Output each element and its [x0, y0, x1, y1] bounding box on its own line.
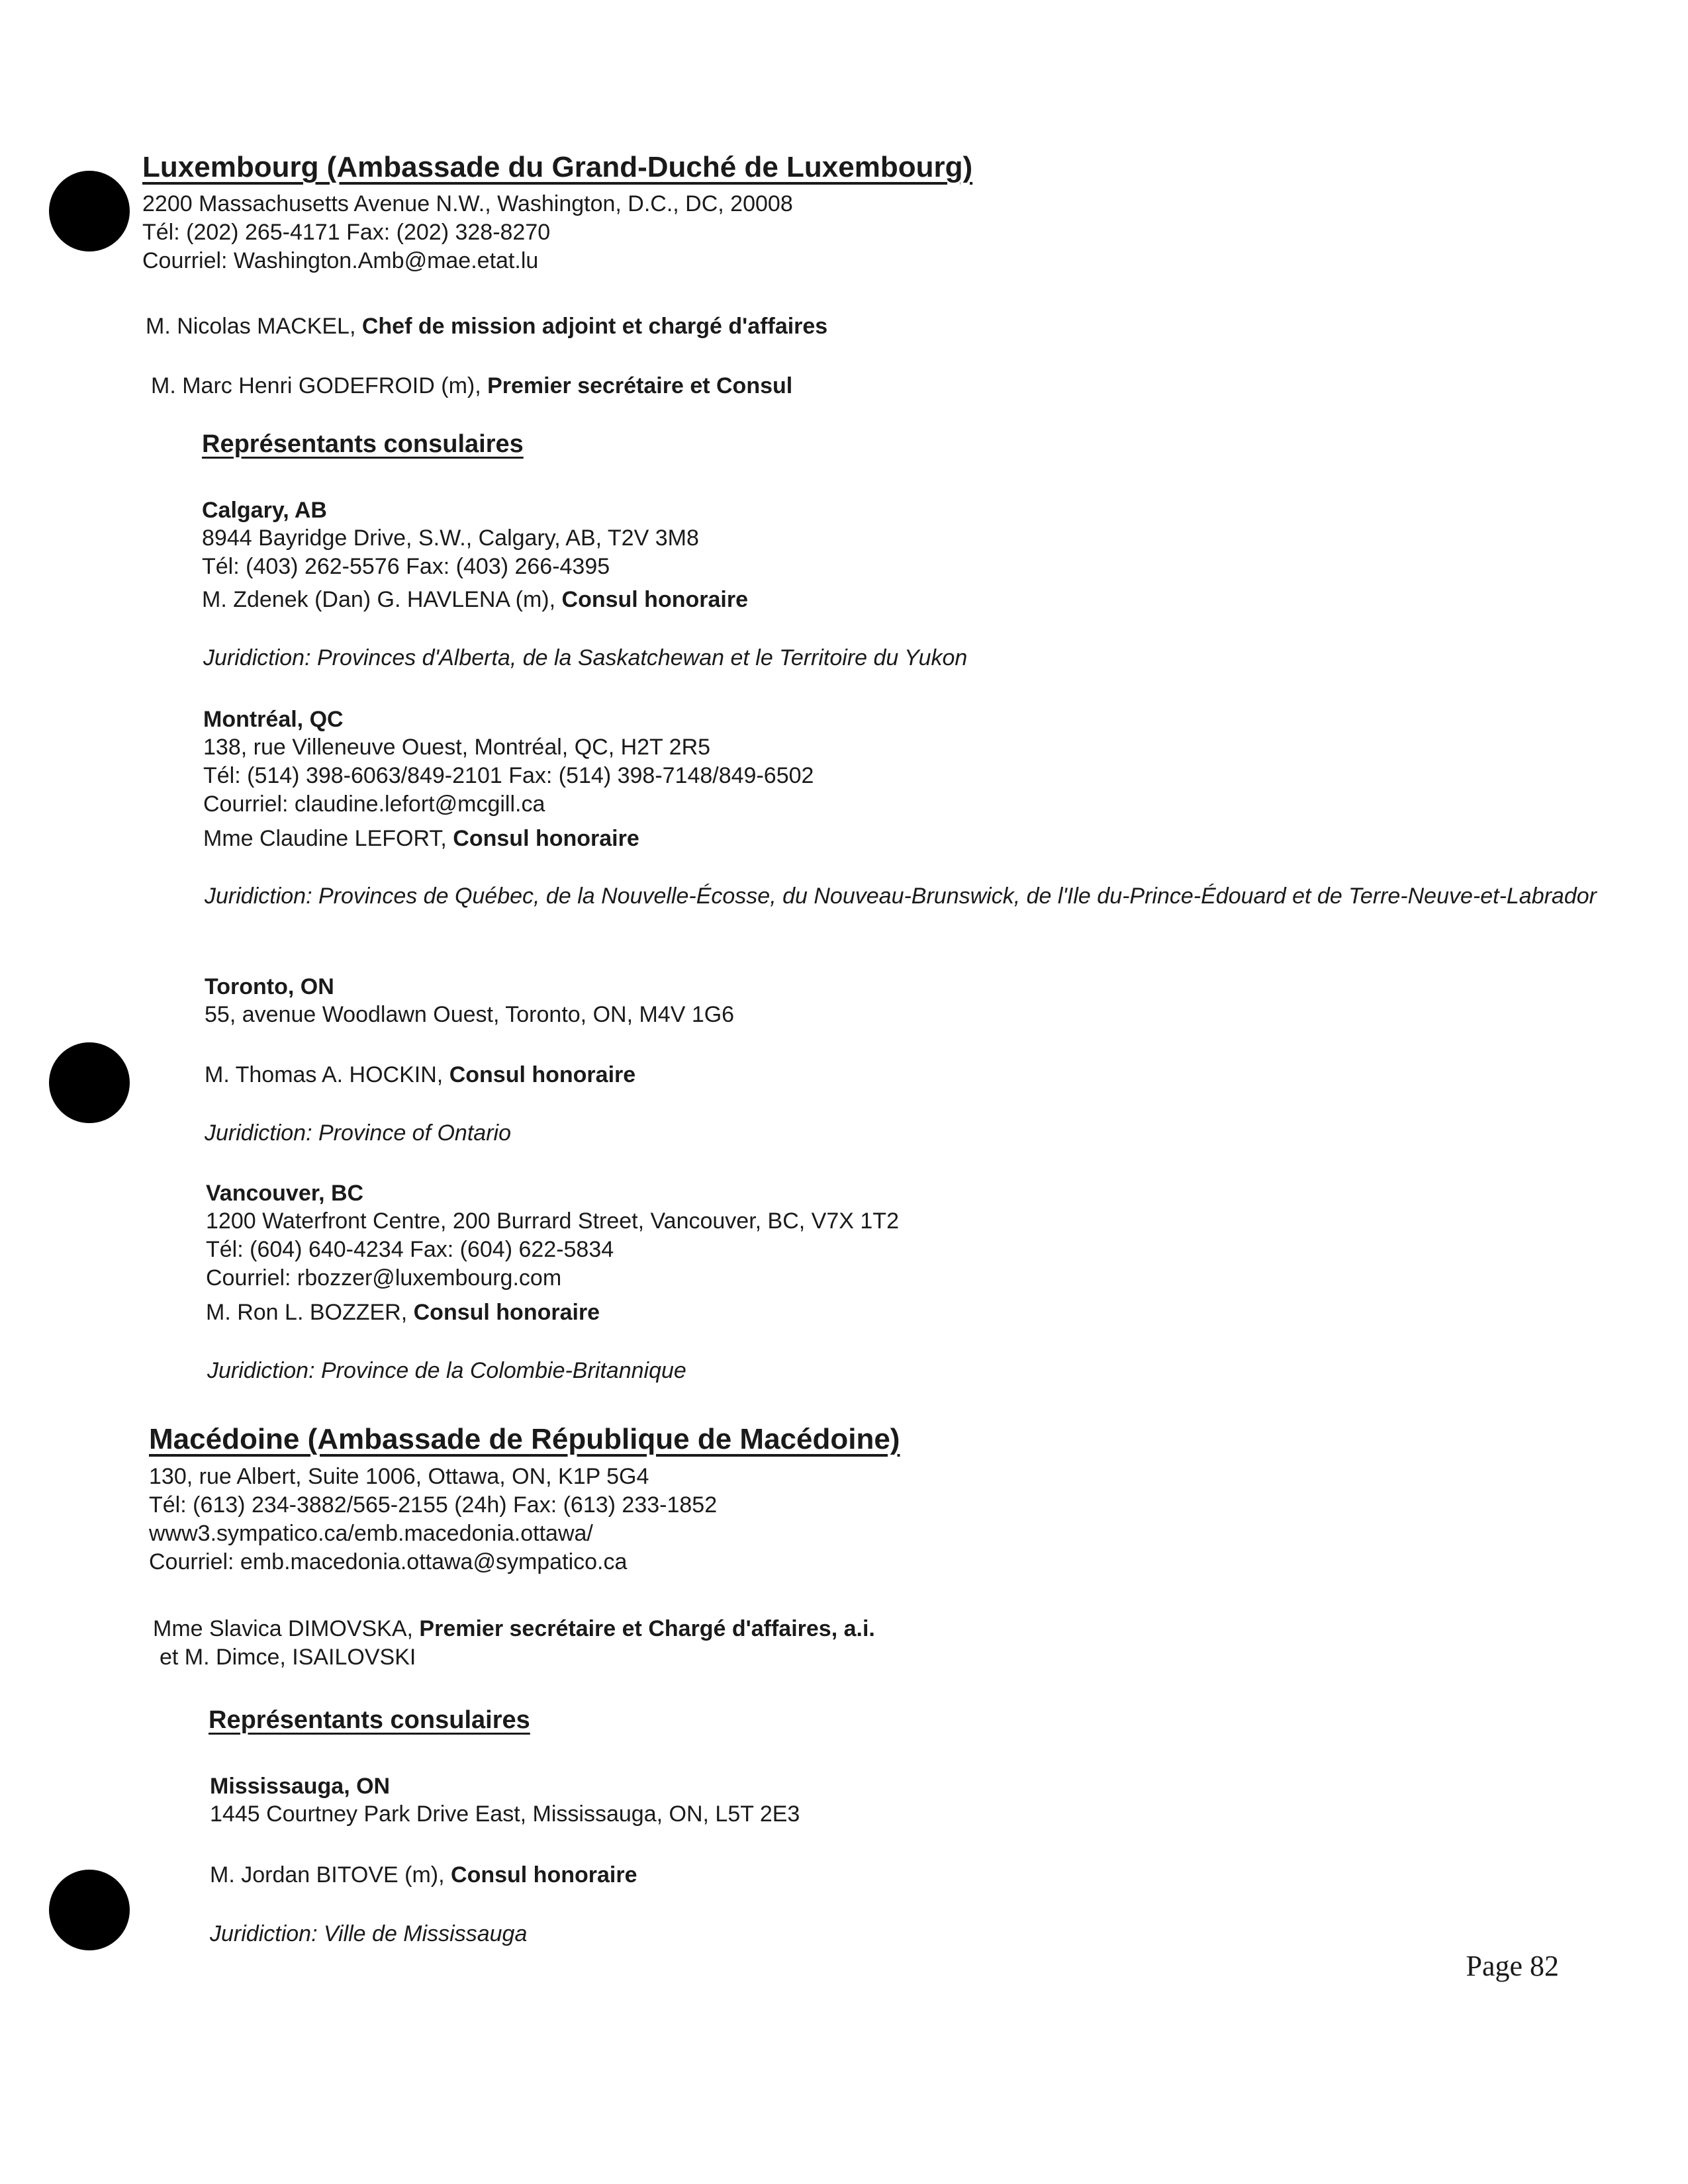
person-role: Consul honoraire	[451, 1862, 637, 1888]
consulate-city: Mississauga, ON	[210, 1774, 391, 1799]
person-role: Consul honoraire	[561, 587, 748, 612]
luxembourg-heading: Luxembourg (Ambassade du Grand-Duché de Luxembourg)	[142, 151, 973, 183]
consulate-phone: Tél: (403) 262-5576 Fax: (403) 266-4395	[202, 554, 610, 579]
consular-heading: Représentants consulaires	[202, 430, 524, 458]
staff-name: M. Marc Henri GODEFROID (m),	[151, 373, 488, 398]
consulate-address: 1200 Waterfront Centre, 200 Burrard Street, Vancouver, BC, V7X 1T2	[206, 1208, 899, 1234]
jurisdiction: Juridiction: Provinces de Québec, de la Nouvelle-Écosse, du Nouveau-Brunswick, de l'Ile du-Prince-Édouard et de Terre-Neuve-et-Labrador	[205, 884, 1597, 909]
macedonia-email: Courriel: emb.macedonia.ottawa@sympatico.ca	[149, 1549, 628, 1574]
luxembourg-address: 2200 Massachusetts Avenue N.W., Washington, D.C., DC, 20008	[142, 191, 793, 216]
person-role: Consul honoraire	[453, 826, 639, 851]
person-name: M. Ron L. BOZZER,	[206, 1300, 414, 1325]
hole-punch-top	[49, 171, 130, 251]
person-role: Consul honoraire	[449, 1062, 636, 1087]
consulate-city: Vancouver, BC	[206, 1181, 364, 1206]
consulate-city: Montréal, QC	[203, 707, 344, 732]
consulate-person	[205, 1061, 635, 1089]
macedonia-heading: Macédoine (Ambassade de République de Macédoine)	[149, 1423, 900, 1455]
consulate-city: Calgary, AB	[202, 498, 327, 523]
hole-punch-bottom	[49, 1870, 130, 1950]
consular-heading: Représentants consulaires	[209, 1706, 530, 1734]
consulate-person	[202, 586, 748, 614]
jurisdiction: Juridiction: Ville de Mississauga	[210, 1921, 528, 1946]
consulate-address: 55, avenue Woodlawn Ouest, Toronto, ON, M4V 1G6	[205, 1002, 735, 1027]
consulate-address: 1445 Courtney Park Drive East, Mississauga, ON, L5T 2E3	[210, 1801, 800, 1827]
person-role: Consul honoraire	[413, 1300, 600, 1325]
staff-name: Mme Slavica DIMOVSKA,	[153, 1616, 420, 1641]
person-name: Mme Claudine LEFORT,	[203, 826, 453, 851]
consulate-person	[203, 825, 639, 853]
page-number: Page 82	[1466, 1950, 1559, 1982]
macedonia-website: www3.sympatico.ca/emb.macedonia.ottawa/	[149, 1521, 593, 1546]
consulate-email: Courriel: rbozzer@luxembourg.com	[206, 1265, 562, 1291]
staff-title: Premier secrétaire et Chargé d'affaires, a.i.	[419, 1616, 875, 1641]
luxembourg-email: Courriel: Washington.Amb@mae.etat.lu	[142, 248, 539, 273]
staff-title: Chef de mission adjoint et chargé d'affaires	[361, 314, 828, 339]
macedonia-address: 130, rue Albert, Suite 1006, Ottawa, ON, K1P 5G4	[149, 1464, 649, 1489]
consulate-address: 138, rue Villeneuve Ouest, Montréal, QC, H2T 2R5	[203, 735, 711, 760]
consulate-address: 8944 Bayridge Drive, S.W., Calgary, AB, T2V 3M8	[202, 525, 699, 551]
person-name: M. Jordan BITOVE (m),	[210, 1862, 451, 1888]
person-name: M. Thomas A. HOCKIN,	[205, 1062, 449, 1087]
luxembourg-phone: Tél: (202) 265-4171 Fax: (202) 328-8270	[142, 220, 551, 245]
consulate-person	[206, 1298, 600, 1327]
staff-line-extra: et M. Dimce, ISAILOVSKI	[160, 1645, 416, 1670]
consulate-phone: Tél: (604) 640-4234 Fax: (604) 622-5834	[206, 1237, 614, 1262]
jurisdiction: Juridiction: Provinces d'Alberta, de la Saskatchewan et le Territoire du Yukon	[203, 645, 968, 670]
jurisdiction: Juridiction: Province of Ontario	[205, 1120, 511, 1146]
macedonia-phone: Tél: (613) 234-3882/565-2155 (24h) Fax: (613) 233-1852	[149, 1492, 718, 1518]
staff-line	[151, 372, 792, 400]
staff-name: M. Nicolas MACKEL,	[146, 314, 362, 339]
consulate-phone: Tél: (514) 398-6063/849-2101 Fax: (514) 398-7148/849-6502	[203, 763, 814, 788]
hole-punch-middle	[49, 1042, 130, 1123]
consulate-email: Courriel: claudine.lefort@mcgill.ca	[203, 792, 545, 817]
staff-line	[153, 1615, 875, 1643]
jurisdiction: Juridiction: Province de la Colombie-Britannique	[207, 1358, 686, 1383]
consulate-city: Toronto, ON	[205, 974, 334, 999]
person-name: M. Zdenek (Dan) G. HAVLENA (m),	[202, 587, 562, 612]
staff-line	[146, 312, 827, 341]
consulate-person	[210, 1861, 637, 1889]
staff-title: Premier secrétaire et Consul	[487, 373, 793, 398]
